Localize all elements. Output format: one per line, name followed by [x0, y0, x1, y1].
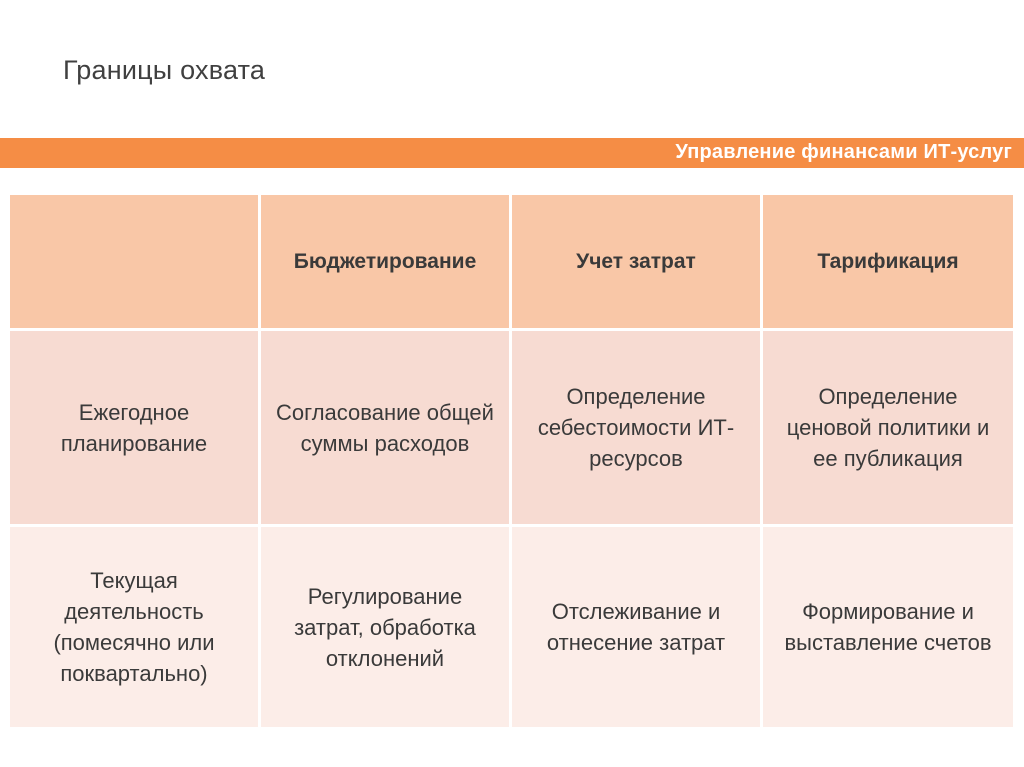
row-label: Текущая деятельность (помесячно или поквартально): [10, 527, 261, 727]
page-title: Границы охвата: [63, 55, 266, 85]
section-band-label: Управление финансами ИТ-услуг: [675, 141, 1012, 163]
table-cell: Согласование общей суммы расходов: [261, 331, 512, 527]
row-label: Ежегодное планирование: [10, 331, 261, 527]
table-cell: Отслеживание и отнесение затрат: [512, 527, 763, 727]
table-cell: Определение ценовой политики и ее публикация: [763, 331, 1013, 527]
table-header-corner: [10, 195, 261, 331]
section-band: [0, 138, 1024, 168]
table-header-cost-accounting: Учет затрат: [512, 195, 763, 331]
table-header-budgeting: Бюджетирование: [261, 195, 512, 331]
table-cell: Формирование и выставление счетов: [763, 527, 1013, 727]
table-cell: Определение себестоимости ИТ-ресурсов: [512, 331, 763, 527]
scope-table: [10, 195, 1013, 727]
table-cell: Регулирование затрат, обработка отклонений: [261, 527, 512, 727]
table-header-charging: Тарификация: [763, 195, 1013, 331]
